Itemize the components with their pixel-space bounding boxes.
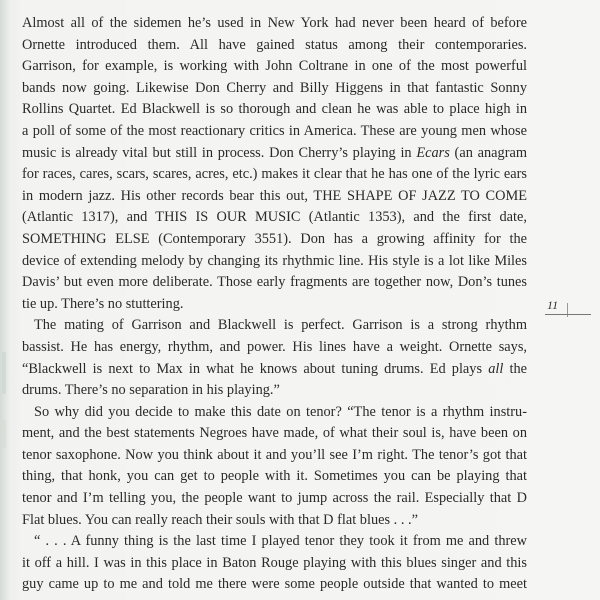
text-line: So why did you decide to make this date on tenor? “The tenor is a rhythm instru-: [34, 403, 527, 420]
text-line: Flat blues. You can really reach their souls with that D flat blues . . .”: [22, 511, 418, 528]
text-line: ment, and the best statements Negroes have made, of what their soul is, have been on: [22, 425, 527, 442]
text-line: guy came up to me and told me there were some people outside that wanted to meet: [22, 576, 527, 593]
italic-word: Ecars: [416, 144, 450, 161]
text-line: for races, cares, scars, scares, acres, etc.) makes it clear that he has one of the lyric ears: [22, 166, 527, 183]
body-text: [22, 13, 527, 596]
page-edge-mark: [2, 420, 6, 448]
page-number-rule: [545, 314, 591, 315]
text-line: music is already vital but still in process. Don Cherry’s playing in Ecars (an anagram: [22, 144, 527, 161]
text-line: “Blackwell is next to Max in what he knows about tuning drums. Ed plays all the: [22, 360, 527, 377]
text-line: bassist. He has energy, rhythm, and power. His lines have a weight. Ornette says,: [22, 338, 527, 355]
text-line: tenor saxophone. Now you think about it and you’ll see I’m right. The tenor’s got that: [22, 446, 527, 463]
text-line: device of extending melody by changing its rhythmic line. His style is a lot like Miles: [22, 252, 527, 269]
text-line: it off a hill. I was in this place in Baton Rouge playing with this blues singer and this: [22, 554, 527, 571]
text-line: thing, that honk, you can get to people with it. Sometimes you can be playing that: [22, 468, 527, 485]
text-line: tenor and I’m telling you, the people want to jump across the rail. Especially that D: [22, 490, 527, 507]
text-line: Garrison, for example, is working with John Coltrane in one of the most powerful: [22, 58, 527, 75]
page-number: 11: [547, 298, 559, 312]
italic-word: all: [488, 360, 504, 377]
text-line: Ornette introduced them. All have gained status among their contemporaries.: [22, 36, 527, 53]
text-line: bands now going. Likewise Don Cherry and Billy Higgens in that fantastic Sonny: [22, 79, 527, 96]
text-line: Almost all of the sidemen he’s used in New York had never been heard of before: [22, 15, 527, 31]
text-line: The mating of Garrison and Blackwell is perfect. Garrison is a strong rhythm: [34, 317, 527, 334]
binding-shadow: [0, 0, 10, 600]
page-edge-mark: [2, 352, 6, 394]
text-line: Rollins Quartet. Ed Blackwell is so thorough and clean he was able to place high in: [22, 101, 527, 118]
text-line: Davis’ but even more deliberate. Those early fragments are together now, Don’s tunes: [22, 274, 527, 291]
text-line: (Atlantic 1317), and THIS IS OUR MUSIC (Atlantic 1353), and the first date,: [22, 209, 527, 226]
text-line: “ . . . A funny thing is the last time I played tenor they took it from me and threw: [34, 533, 527, 550]
text-line: SOMETHING ELSE (Contemporary 3551). Don has a growing affinity for the: [22, 230, 527, 247]
text-line: in modern jazz. His other records bear this out, THE SHAPE OF JAZZ TO COME: [22, 187, 527, 204]
text-line: a poll of some of the most reactionary critics in America. These are young men whose: [22, 122, 527, 139]
text-line: tie up. There’s no stuttering.: [22, 295, 184, 312]
text-line: drums. There’s no separation in his playing.”: [22, 382, 280, 399]
